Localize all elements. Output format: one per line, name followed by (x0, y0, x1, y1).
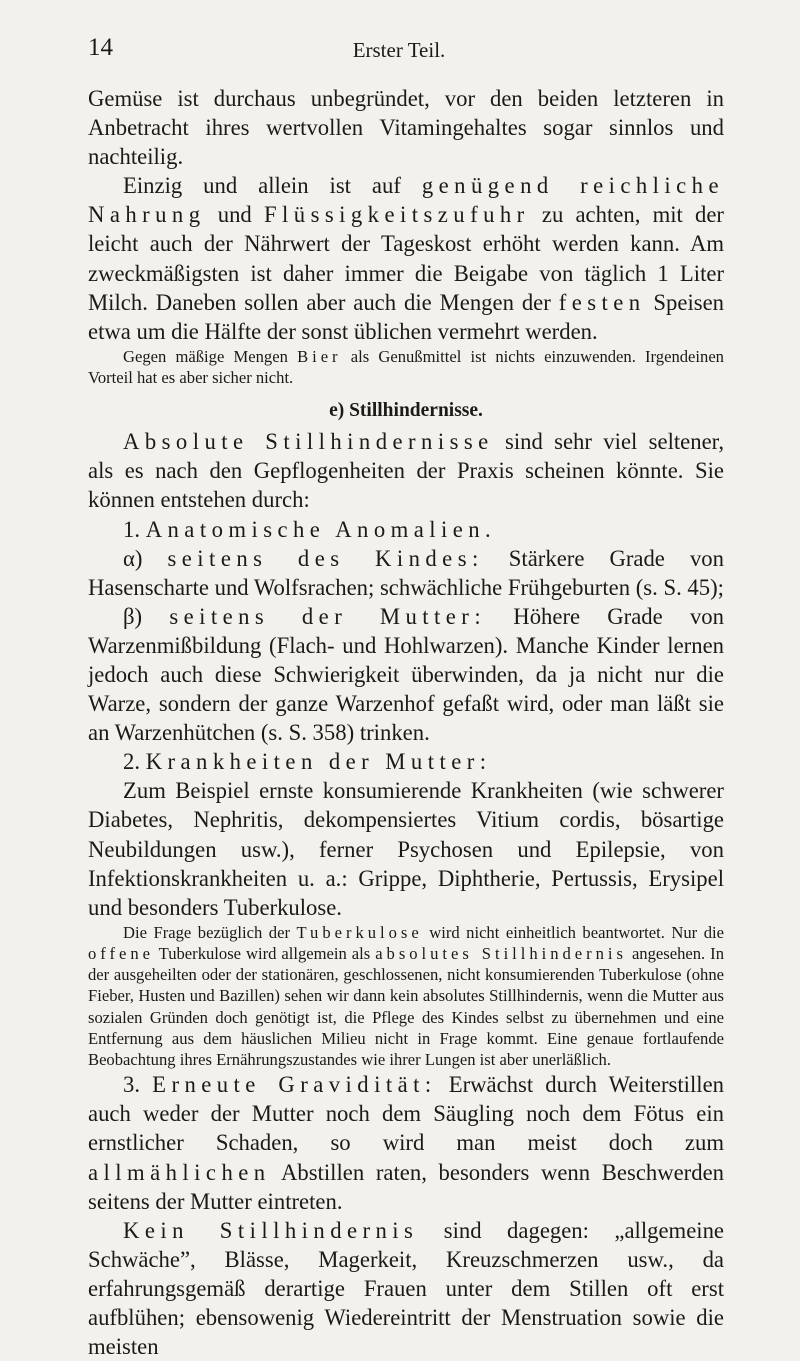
emphasis: Flüssigkeitszufuhr (263, 202, 530, 228)
list-item (88, 1070, 724, 1215)
emphasis: genügend reichliche Nahrung (88, 173, 724, 228)
emphasis: Tuberkulose (296, 922, 423, 942)
section-heading: e) Stillhindernisse. (329, 400, 483, 422)
list-marker: α) (123, 545, 168, 571)
text-run: sind dagegen: „allgemeine Schwäche”, Blässe, Magerkeit, Kreuzschmerzen usw., da erfahrungsgemäß derartige Frauen unter dem Stillen oft erst aufblühen; ebensowenig Wiedereintritt der Menstruation sowie die meisten (88, 1217, 724, 1360)
text-run: zu achten, mit der leicht auch der Nährwert der Tageskost erhöht werden kann. Am zweckmäßigsten ist daher immer die Beigabe von täglich 1 Liter Milch. Daneben sollen aber auch die Mengen der (88, 202, 724, 315)
text-run: sind sehr viel seltener, als es nach den Gepflogenheiten der Praxis scheinen könnte. Sie können entstehen durch: (88, 429, 724, 513)
list-item (88, 747, 724, 776)
list-number: 1. (123, 516, 146, 542)
emphasis: offene (88, 944, 154, 964)
emphasis: seitens der Mutter: (169, 603, 487, 629)
text-run: Die Frage bezüglich der (123, 922, 297, 942)
text-run: und (205, 202, 264, 228)
list-subitem (88, 602, 724, 747)
paragraph (88, 171, 724, 346)
running-head: Erster Teil. (352, 38, 446, 62)
text-run: Einzig und allein ist auf (123, 173, 422, 199)
text-run: wird nicht einheitlich beantwortet. Nur die (422, 922, 725, 942)
page-header (88, 34, 710, 68)
text-run: angesehen. In der ausgeheilten oder der stationären, geschlossenen, nicht konsumierenden Tuberkulose (ohne Fieber, Husten und Bazillen) sehen wir dann kein absolutes Stillhindernis, wenn die Mutter aus sozialen Gründen doch genötigt ist, die Pflege des Kindes selbst zu übernehmen und eine Entfernung aus dem häuslichen Milieu nicht in Frage kommt. Eine genaue fortlaufende Beobachtung ihres Ernährungszustandes wie ihrer Lungen ist aber unerläßlich. (88, 944, 724, 1070)
emphasis: allmählichen (88, 1159, 271, 1185)
paragraph: Zum Beispiel ernste konsumierende Krankheiten (wie schwerer Diabetes, Nephritis, dekompensiertes Vitium cordis, bösartige Neubildungen usw.), ferner Psychosen und Epilepsie, von Infektionskrankheiten u. a.: Grippe, Diphtherie, Pertussis, Erysipel und besonders Tuberkulose. (88, 778, 724, 920)
list-subitem (88, 544, 724, 602)
list-marker: β) (123, 603, 170, 629)
footnote-paragraph (88, 922, 724, 1070)
footnote-paragraph (88, 346, 724, 388)
text-run: als Genußmittel ist nichts einzuwenden. Irgendeinen Vorteil hat es aber sicher nicht. (88, 346, 724, 388)
page-number: 14 (88, 34, 113, 61)
emphasis: seitens des Kindes: (167, 545, 484, 571)
emphasis: Bier (297, 346, 342, 366)
emphasis: Erneute Gravidität: (152, 1072, 437, 1098)
paragraph: Gemüse ist durchaus unbegründet, vor den beiden letzteren in Anbetracht ihres wertvollen Vitamingehaltes sogar sinnlos und nachteilig. (88, 86, 724, 170)
emphasis: Kein Stillhindernis (123, 1217, 419, 1243)
text-run: Stärkere Grade von Hasenscharte und Wolfsrachen; schwächliche Frühgeburten (s. S. 45); (88, 545, 724, 600)
page-body (88, 84, 724, 1361)
emphasis: Krankheiten der Mutter: (145, 749, 492, 775)
emphasis: festen (558, 289, 646, 315)
list-item (88, 515, 724, 544)
text-run: Erwächst durch Weiterstillen auch weder der Mutter noch dem Säugling noch dem Fötus ein ernstlicher Schaden, so wird man meist doch zum (88, 1072, 724, 1156)
text-run: Gegen mäßige Mengen (123, 346, 298, 366)
emphasis: Anatomische Anomalien. (145, 516, 497, 542)
text-run: Tuberkulose wird allgemein als (153, 944, 376, 964)
emphasis: Absolute Stillhindernisse (123, 429, 494, 455)
paragraph (88, 427, 724, 514)
list-number: 3. (123, 1072, 153, 1098)
list-number: 2. (123, 749, 146, 775)
emphasis: absolutes Stillhindernis (375, 944, 627, 964)
text-run: Abstillen raten, besonders wenn Beschwerden seitens der Mutter eintreten. (88, 1159, 724, 1214)
text-run: Speisen etwa um die Hälfte der sonst üblichen vermehrt werden. (88, 289, 725, 344)
paragraph (88, 1216, 724, 1361)
text-run: Höhere Grade von Warzenmißbildung (Flach- und Hohlwarzen). Manche Kinder lernen jedoch auch diese Schwierigkeit überwinden, da ja nicht nur die Warze, sondern der ganze Warzenhof gefaßt wird, oder man läßt sie an Warzenhütchen (s. S. 358) trinken. (88, 603, 724, 746)
